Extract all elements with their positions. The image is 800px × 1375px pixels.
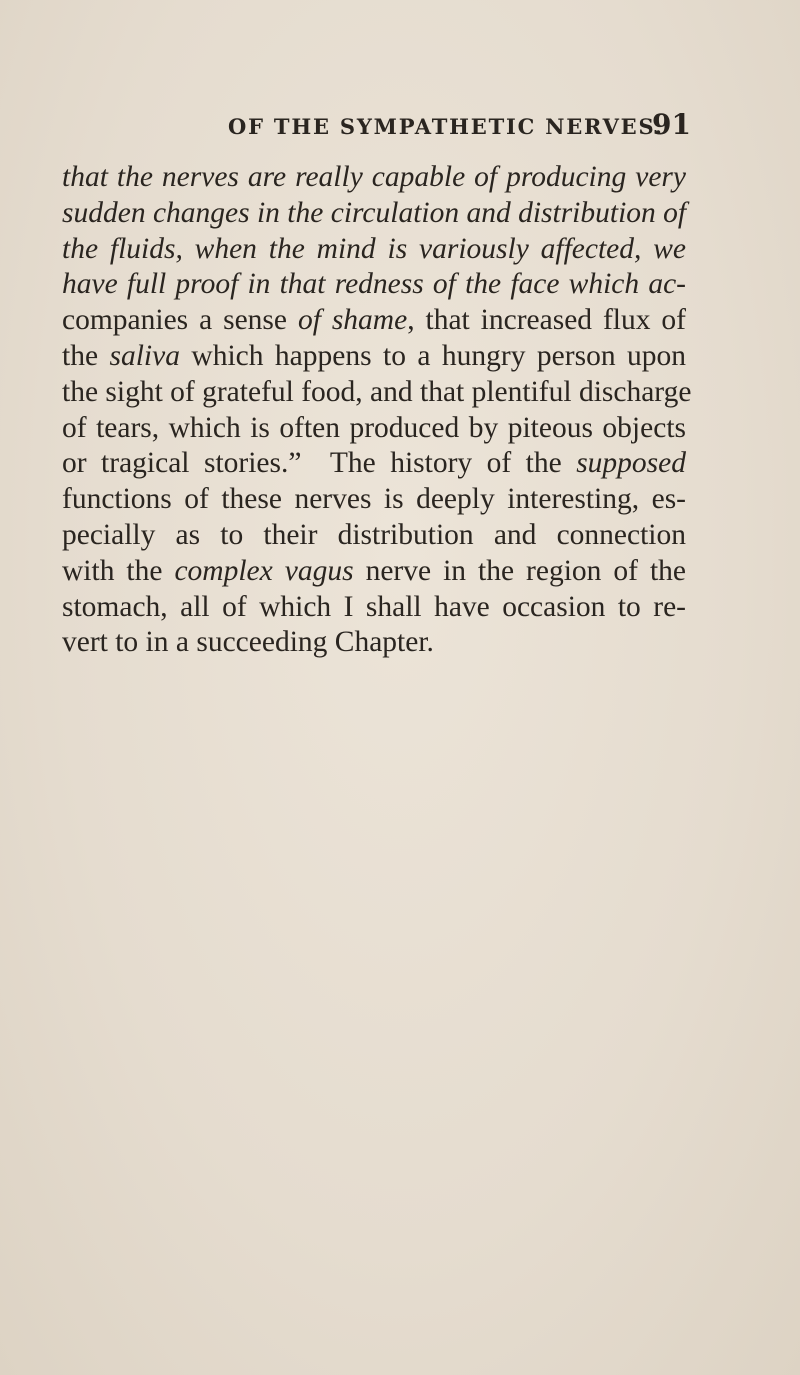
text-line [62, 625, 686, 661]
text-run: or tragical stories.” The history of the [62, 447, 577, 480]
italic-text: have full proof in that redness of the face which ac- [62, 268, 686, 301]
text-run: the sight of grateful food, and that plentiful discharge [62, 375, 692, 408]
running-head-title: OF THE SYMPATHETIC NERVES. [228, 114, 664, 139]
text-run: , that increased flux of [407, 304, 686, 337]
text-run: stomach, all of which I shall have occasion to re- [62, 590, 686, 623]
text-line [62, 303, 686, 339]
body-text [62, 160, 692, 661]
italic-text: saliva [109, 339, 180, 372]
page-number: 91 [652, 108, 691, 141]
text-run: companies a sense [62, 304, 298, 337]
text-line [62, 267, 686, 303]
text-line [62, 375, 692, 411]
text-run: functions of these nerves is deeply interesting, es- [62, 483, 686, 516]
text-run: vert to in a succeeding Chapter. [62, 626, 434, 659]
italic-text: of shame [297, 304, 408, 337]
running-head [0, 108, 800, 148]
text-line [62, 590, 686, 626]
text-line [62, 411, 686, 447]
italic-text: that the nerves are really capable of producing very [62, 161, 686, 193]
text-line [62, 482, 686, 518]
text-run: with the [62, 554, 175, 587]
text-line [62, 232, 686, 268]
text-run: pecially as to their distribution and connection [62, 518, 686, 551]
text-line [62, 339, 686, 375]
text-run: the [62, 339, 110, 372]
text-run: which happens to a hungry person upon [179, 339, 686, 372]
text-line [62, 554, 686, 590]
italic-text: sudden changes in the circulation and distribution of [62, 196, 687, 229]
text-line [62, 196, 686, 232]
italic-text: the fluids, when the mind is variously affected, we [62, 232, 686, 265]
italic-text: complex vagus [174, 554, 354, 587]
text-run: of tears, which is often produced by piteous objects [62, 411, 686, 444]
italic-text: supposed [576, 447, 686, 480]
text-line [62, 160, 686, 196]
text-line [62, 446, 686, 482]
text-run: nerve in the region of the [353, 554, 686, 587]
text-line [62, 518, 686, 554]
